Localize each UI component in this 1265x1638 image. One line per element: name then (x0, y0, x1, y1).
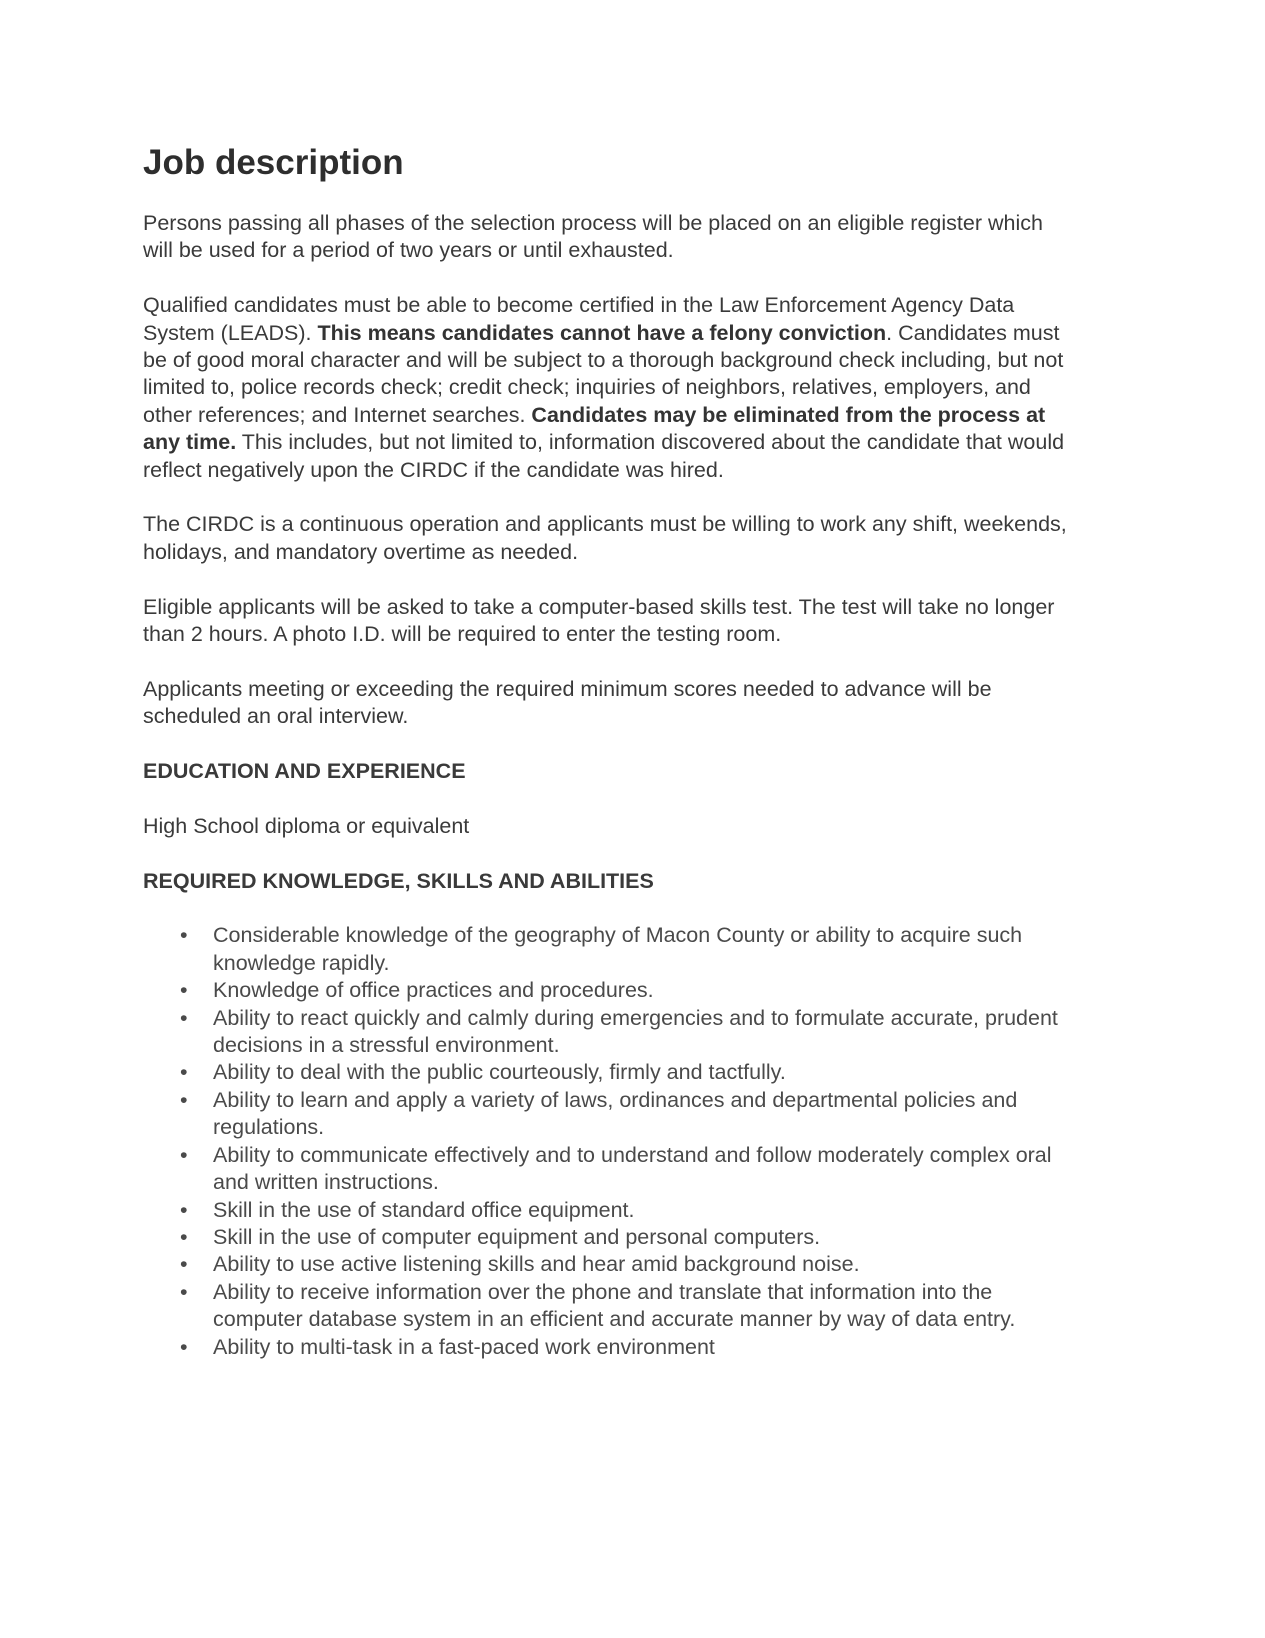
bullet-icon: • (180, 978, 188, 1003)
bullet-icon: • (180, 1334, 188, 1359)
list-item-text: Ability to learn and apply a variety of laws, ordinances and departmental policies and regulations. (213, 1087, 1018, 1140)
document-page (143, 140, 1073, 1361)
list-item (180, 1251, 1073, 1278)
list-item (180, 1005, 1073, 1060)
list-item (180, 977, 1073, 1004)
list-item-text: Ability to deal with the public courteously, firmly and tactfully. (213, 1060, 786, 1085)
bullet-icon: • (180, 923, 188, 948)
text: . Candidates must be of good moral character and will be subject to a thorough background check including, but not limited to, police records check; credit check; inquiries of neighbors, relatives, employers, and other references; and Internet searches. (143, 320, 1064, 427)
bullet-icon: • (180, 1005, 188, 1030)
page-title: Job description (143, 143, 404, 182)
section-heading-education: EDUCATION AND EXPERIENCE (143, 759, 466, 784)
list-item-text: Ability to multi-task in a fast-paced work environment (213, 1334, 715, 1359)
list-item (180, 1197, 1073, 1224)
list-item (180, 1059, 1073, 1086)
ksa-list (143, 922, 1073, 1361)
education-text: High School diploma or equivalent (143, 813, 470, 838)
paragraph-skills-test: Eligible applicants will be asked to take a computer-based skills test. The test will take no longer than 2 hours. A photo I.D. will be required to enter the testing room. (143, 594, 1055, 647)
list-item-text: Knowledge of office practices and procedures. (213, 978, 654, 1003)
bullet-icon: • (180, 1279, 188, 1304)
list-item-text: Ability to receive information over the phone and translate that information into the computer database system in an efficient and accurate manner by way of data entry. (213, 1279, 1016, 1332)
list-item (180, 1279, 1073, 1334)
text: Qualified candidates must be able to become certified in the Law Enforcement Agency Data System (LEADS). (143, 293, 1015, 345)
bullet-icon: • (180, 1060, 188, 1085)
paragraph-operation: The CIRDC is a continuous operation and applicants must be willing to work any shift, weekends, holidays, and mandatory overtime as needed. (143, 512, 1067, 564)
paragraph-qualifications (143, 292, 1073, 484)
bullet-icon: • (180, 1142, 188, 1167)
list-item (180, 1087, 1073, 1142)
paragraph-interview: Applicants meeting or exceeding the required minimum scores needed to advance will be scheduled an oral interview. (143, 676, 992, 729)
list-item (180, 1142, 1073, 1197)
bold-text-felony: This means candidates cannot have a felony conviction (317, 320, 887, 345)
text: This includes, but not limited to, information discovered about the candidate that would reflect negatively upon the CIRDC if the candidate was hired. (143, 430, 1065, 482)
list-item (180, 1334, 1073, 1361)
section-heading-ksa: REQUIRED KNOWLEDGE, SKILLS AND ABILITIES (143, 868, 654, 893)
list-item-text: Considerable knowledge of the geography of Macon County or ability to acquire such knowledge rapidly. (213, 923, 1023, 975)
list-item-text: Ability to react quickly and calmly during emergencies and to formulate accurate, prudent decisions in a stressful environment. (213, 1005, 1058, 1058)
list-item-text: Skill in the use of standard office equipment. (213, 1197, 635, 1222)
list-item-text: Skill in the use of computer equipment and personal computers. (213, 1224, 821, 1249)
paragraph-eligible-register: Persons passing all phases of the selection process will be placed on an eligible register which will be used for a period of two years or until exhausted. (143, 211, 1043, 263)
list-item-text: Ability to use active listening skills and hear amid background noise. (213, 1252, 860, 1277)
list-item-text: Ability to communicate effectively and to understand and follow moderately complex oral and written instructions. (213, 1142, 1052, 1195)
bullet-icon: • (180, 1197, 188, 1222)
bullet-icon: • (180, 1252, 188, 1277)
list-item (180, 922, 1073, 977)
list-item (180, 1224, 1073, 1251)
bold-text-eliminated: Candidates may be eliminated from the process at any time. (143, 402, 1046, 455)
bullet-icon: • (180, 1087, 188, 1112)
bullet-icon: • (180, 1224, 188, 1249)
